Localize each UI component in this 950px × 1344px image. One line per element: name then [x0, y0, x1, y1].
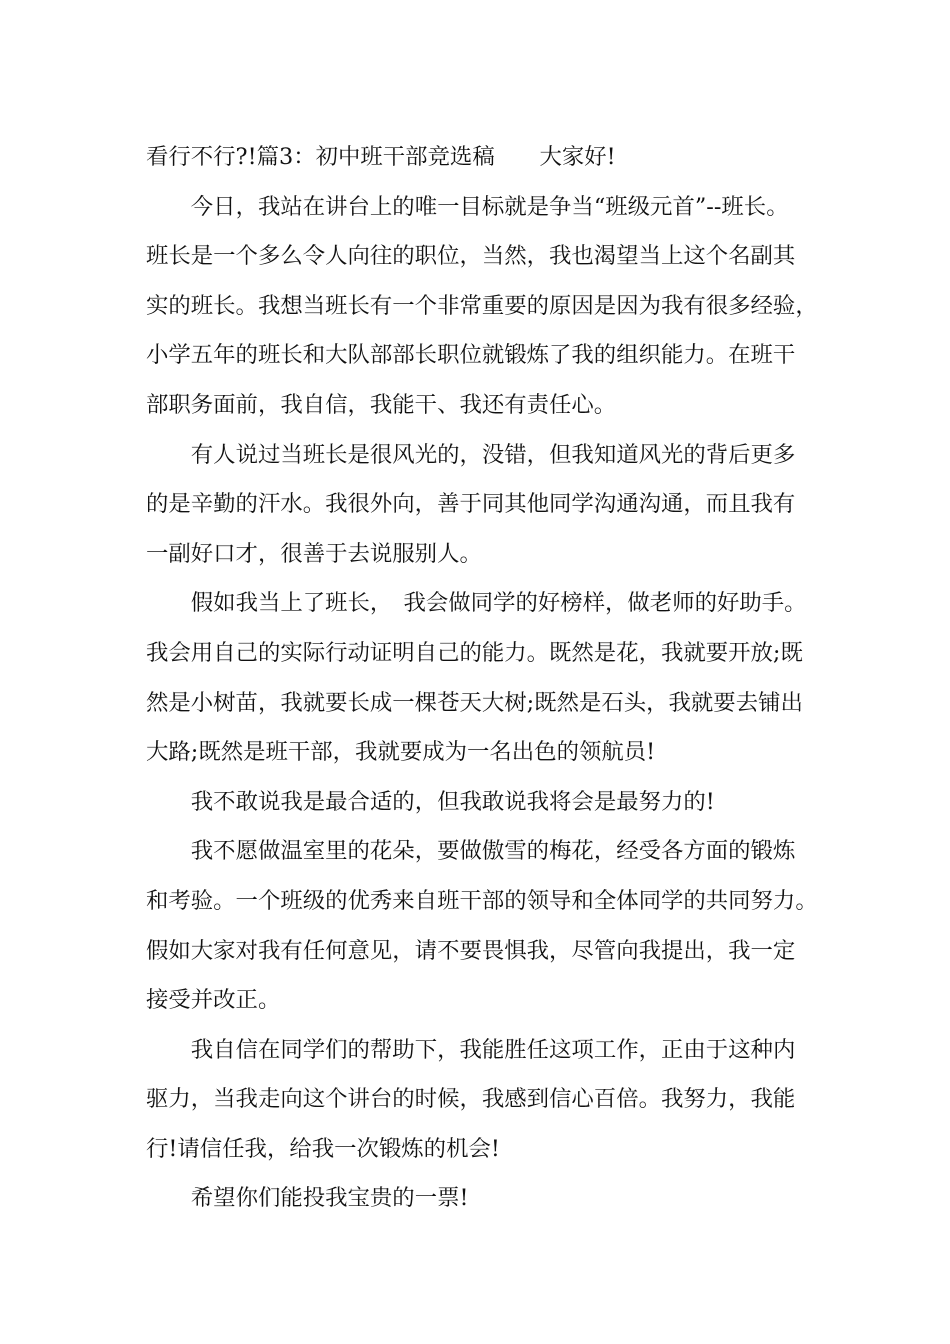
text-line: 看行不行?!篇3：初中班干部竞选稿 大家好!	[146, 144, 616, 170]
text-line: 有人说过当班长是很风光的，没错，但我知道风光的背后更多	[190, 441, 796, 468]
text-line: 大路;既然是班干部，我就要成为一名出色的领航员!	[146, 739, 656, 766]
text-line: 行!请信任我，给我一次锻炼的机会!	[146, 1135, 500, 1162]
text-line: 我自信在同学们的帮助下，我能胜任这项工作，正由于这种内	[190, 1036, 796, 1063]
text-line: 的是辛勤的汗水。我很外向，善于同其他同学沟通沟通，而且我有	[146, 491, 796, 518]
text-line: 部职务面前，我自信，我能干、我还有责任心。	[146, 391, 617, 418]
text-line: 实的班长。我想当班长有一个非常重要的原因是因为我有很多经验，	[146, 292, 818, 319]
text-line: 我不敢说我是最合适的，但我敢说我将会是最努力的!	[190, 788, 715, 815]
text-line: 希望你们能投我宝贵的一票!	[190, 1185, 469, 1212]
text-line: 假如大家对我有任何意见，请不要畏惧我，尽管向我提出，我一定	[146, 937, 796, 964]
text-line: 和考验。一个班级的优秀来自班干部的领导和全体同学的共同努力。	[146, 887, 818, 914]
text-line: 一副好口才，很善于去说服别人。	[146, 540, 482, 567]
text-line: 班长是一个多么令人向往的职位，当然，我也渴望当上这个名副其	[146, 243, 796, 270]
text-line: 小学五年的班长和大队部部长职位就锻炼了我的组织能力。在班干	[146, 342, 796, 369]
text-line: 接受并改正。	[146, 987, 281, 1014]
text-line: 假如我当上了班长， 我会做同学的好榜样，做老师的好助手。	[190, 590, 807, 617]
text-line: 然是小树苗，我就要长成一棵苍天大树;既然是石头，我就要去铺出	[146, 689, 803, 716]
document-body	[146, 133, 826, 1224]
text-line: 我会用自己的实际行动证明自己的能力。既然是花，我就要开放;既	[146, 639, 803, 666]
text-line: 今日，我站在讲台上的唯一目标就是争当“班级元首”--班长。	[190, 193, 789, 220]
text-line: 驱力，当我走向这个讲台的时候，我感到信心百倍。我努力，我能	[146, 1086, 796, 1113]
text-line: 我不愿做温室里的花朵，要做傲雪的梅花，经受各方面的锻炼	[190, 838, 796, 865]
